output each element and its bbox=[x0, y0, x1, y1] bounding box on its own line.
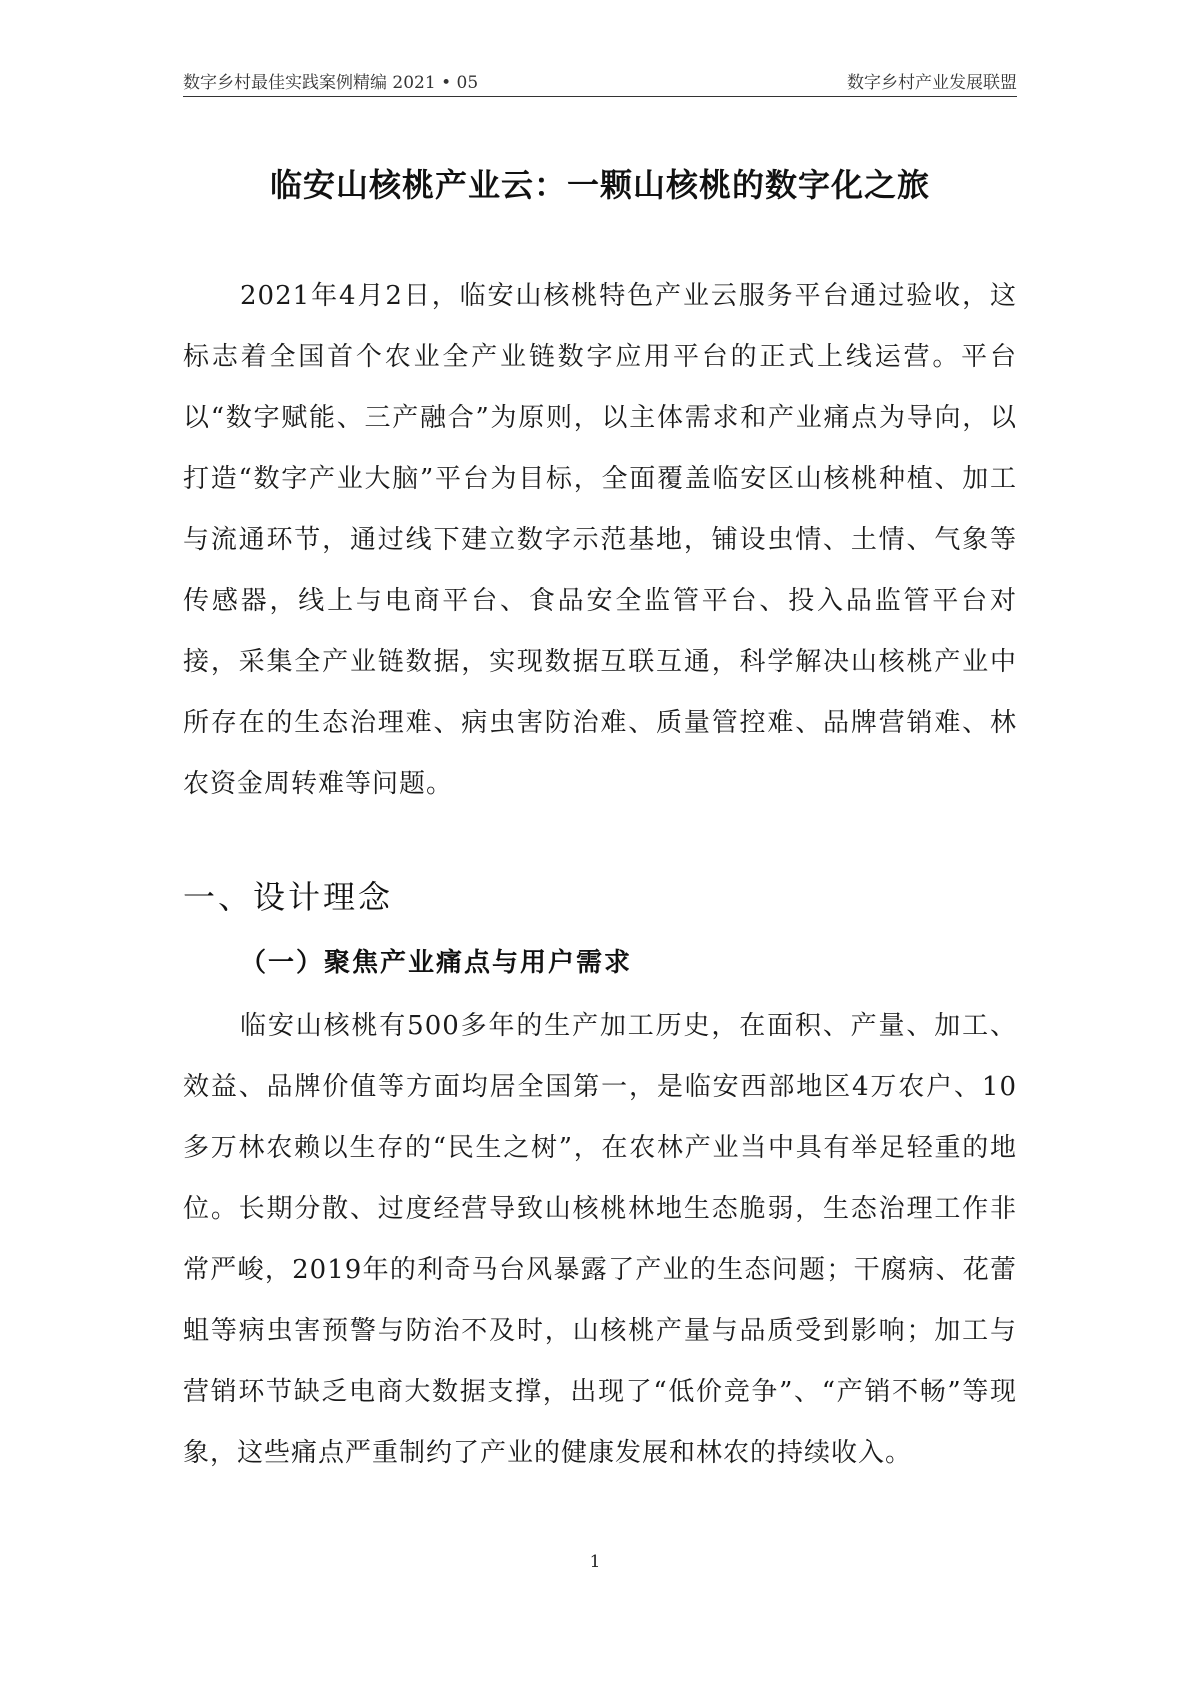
section-paragraph: 临安山核桃有500多年的生产加工历史，在面积、产量、加工、效益、品牌价值等方面均居全国第一，是临安西部地区4万农户、10多万林农赖以生存的“民生之树”，在农林产业当中具有举足轻重的地位。长期分散、过度经营导致山核桃林地生态脆弱，生态治理工作非常严峻，2019年的利奇马台风暴露了产业的生态问题；干腐病、花蕾蛆等病虫害预警与防治不及时，山核桃产量与品质受到影响；加工与营销环节缺乏电商大数据支撑，出现了“低价竞争”、“产销不畅”等现象，这些痛点严重制约了产业的健康发展和林农的持续收入。 bbox=[183, 1011, 1017, 1468]
subsection-heading: （一）聚焦产业痛点与用户需求 bbox=[240, 948, 633, 978]
running-header bbox=[183, 64, 1017, 97]
header-organization: 数字乡村产业发展联盟 bbox=[847, 73, 1017, 93]
intro-paragraph: 2021年4月2日，临安山核桃特色产业云服务平台通过验收，这标志着全国首个农业全产业链数字应用平台的正式上线运营。平台以“数字赋能、三产融合”为原则，以主体需求和产业痛点为导向，以打造“数字产业大脑”平台为目标，全面覆盖临安区山核桃种植、加工与流通环节，通过线下建立数字示范基地，铺设虫情、土情、气象等传感器，线上与电商平台、食品安全监管平台、投入品监管平台对接，采集全产业链数据，实现数据互联互通，科学解决山核桃产业中所存在的生态治理难、病虫害防治难、质量管控难、品牌营销难、林农资金周转难等问题。 bbox=[183, 281, 1017, 799]
article-title: 临安山核桃产业云：一颗山核桃的数字化之旅 bbox=[269, 166, 930, 204]
section-heading: 一、设计理念 bbox=[183, 878, 394, 916]
page-number: 1 bbox=[589, 1552, 601, 1572]
header-publication: 数字乡村最佳实践案例精编 2021 • 05 bbox=[183, 73, 479, 93]
